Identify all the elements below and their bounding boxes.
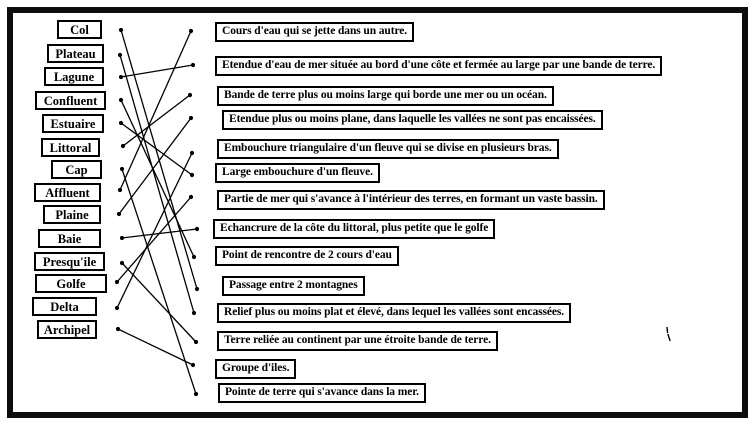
definition-box-11: Relief plus ou moins plat et élevé, dans lequel les vallées sont encassées. [217, 303, 571, 323]
term-box-plaine: Plaine [43, 205, 101, 224]
term-box-affluent: Affluent [34, 183, 101, 202]
definition-box-1: Cours d'eau qui se jette dans un autre. [215, 22, 414, 42]
term-box-plateau: Plateau [47, 44, 104, 63]
definition-box-8: Echancrure de la côte du littoral, plus petite que le golfe [213, 219, 495, 239]
term-box-cap: Cap [51, 160, 102, 179]
term-box-delta: Delta [32, 297, 97, 316]
definition-box-7: Partie de mer qui s'avance à l'intérieur des terres, en formant un vaste bassin. [217, 190, 605, 210]
definition-box-10: Passage entre 2 montagnes [222, 276, 365, 296]
term-box-estuaire: Estuaire [42, 114, 104, 133]
definition-box-9: Point de rencontre de 2 cours d'eau [215, 246, 399, 266]
term-box-baie: Baie [38, 229, 101, 248]
definition-box-2: Etendue d'eau de mer située au bord d'une côte et fermée au large par une bande de terre. [215, 56, 662, 76]
term-box-presqu-ile: Presqu'ile [34, 252, 105, 271]
definition-box-6: Large embouchure d'un fleuve. [215, 163, 380, 183]
definition-box-14: Pointe de terre qui s'avance dans la mer. [218, 383, 426, 403]
definition-box-3: Bande de terre plus ou moins large qui borde une mer ou un océan. [217, 86, 554, 106]
term-box-lagune: Lagune [44, 67, 104, 86]
term-box-archipel: Archipel [37, 320, 97, 339]
term-box-confluent: Confluent [35, 91, 106, 110]
term-box-golfe: Golfe [35, 274, 107, 293]
definition-box-12: Terre reliée au continent par une étroite bande de terre. [217, 331, 498, 351]
definition-box-5: Embouchure triangulaire d'un fleuve qui se divise en plusieurs bras. [217, 139, 559, 159]
definition-box-4: Etendue plus ou moins plane, dans laquelle les vallées ne sont pas encaissées. [222, 110, 603, 130]
term-box-littoral: Littoral [41, 138, 100, 157]
definition-box-13: Groupe d'iles. [215, 359, 296, 379]
term-box-col: Col [57, 20, 102, 39]
